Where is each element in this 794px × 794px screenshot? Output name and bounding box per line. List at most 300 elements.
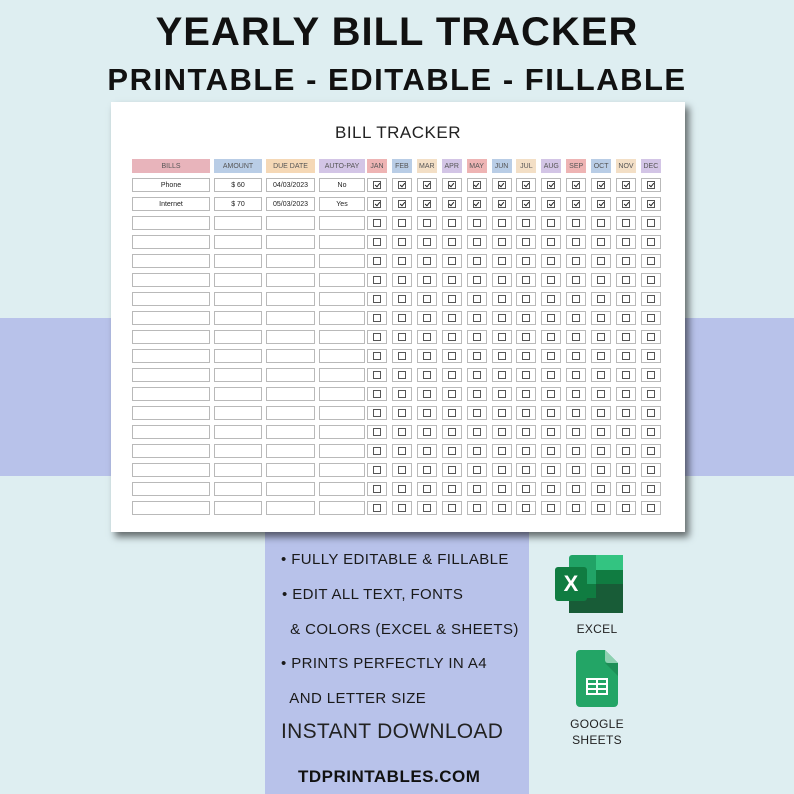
due-cell[interactable] <box>266 216 315 230</box>
paid-checkbox[interactable] <box>547 257 555 265</box>
paid-checkbox[interactable] <box>473 257 481 265</box>
paid-checkbox[interactable] <box>398 333 406 341</box>
paid-checkbox[interactable] <box>647 428 655 436</box>
paid-checkbox[interactable] <box>597 257 605 265</box>
paid-checkbox[interactable] <box>373 466 381 474</box>
paid-checkbox[interactable] <box>622 333 630 341</box>
paid-checkbox[interactable] <box>473 504 481 512</box>
due-cell[interactable] <box>266 349 315 363</box>
amount-cell[interactable] <box>214 349 262 363</box>
paid-checkbox[interactable] <box>473 276 481 284</box>
amount-cell[interactable] <box>214 463 262 477</box>
paid-checkbox[interactable] <box>622 200 630 208</box>
paid-checkbox[interactable] <box>597 371 605 379</box>
autopay-cell[interactable] <box>319 292 365 306</box>
paid-checkbox[interactable] <box>647 257 655 265</box>
paid-checkbox[interactable] <box>572 333 580 341</box>
paid-checkbox[interactable] <box>473 219 481 227</box>
paid-checkbox[interactable] <box>522 485 530 493</box>
paid-checkbox[interactable] <box>647 390 655 398</box>
paid-checkbox[interactable] <box>597 428 605 436</box>
amount-cell[interactable] <box>214 330 262 344</box>
paid-checkbox[interactable] <box>373 333 381 341</box>
autopay-cell[interactable] <box>319 406 365 420</box>
paid-checkbox[interactable] <box>423 295 431 303</box>
paid-checkbox[interactable] <box>547 428 555 436</box>
paid-checkbox[interactable] <box>547 314 555 322</box>
paid-checkbox[interactable] <box>597 352 605 360</box>
paid-checkbox[interactable] <box>622 314 630 322</box>
due-cell[interactable] <box>266 330 315 344</box>
paid-checkbox[interactable] <box>572 181 580 189</box>
paid-checkbox[interactable] <box>373 352 381 360</box>
paid-checkbox[interactable] <box>572 295 580 303</box>
paid-checkbox[interactable] <box>647 276 655 284</box>
bill-cell[interactable] <box>132 311 210 325</box>
autopay-cell[interactable] <box>319 368 365 382</box>
paid-checkbox[interactable] <box>622 504 630 512</box>
paid-checkbox[interactable] <box>522 295 530 303</box>
paid-checkbox[interactable] <box>448 504 456 512</box>
paid-checkbox[interactable] <box>498 504 506 512</box>
paid-checkbox[interactable] <box>572 428 580 436</box>
paid-checkbox[interactable] <box>597 314 605 322</box>
due-cell[interactable]: 05/03/2023 <box>266 197 315 211</box>
bill-cell[interactable] <box>132 216 210 230</box>
amount-cell[interactable]: $ 70 <box>214 197 262 211</box>
paid-checkbox[interactable] <box>473 371 481 379</box>
bill-cell[interactable]: Phone <box>132 178 210 192</box>
bill-cell[interactable] <box>132 406 210 420</box>
paid-checkbox[interactable] <box>622 238 630 246</box>
paid-checkbox[interactable] <box>647 200 655 208</box>
paid-checkbox[interactable] <box>647 219 655 227</box>
paid-checkbox[interactable] <box>522 219 530 227</box>
paid-checkbox[interactable] <box>448 466 456 474</box>
paid-checkbox[interactable] <box>398 276 406 284</box>
paid-checkbox[interactable] <box>622 466 630 474</box>
autopay-cell[interactable]: No <box>319 178 365 192</box>
amount-cell[interactable] <box>214 235 262 249</box>
autopay-cell[interactable] <box>319 425 365 439</box>
paid-checkbox[interactable] <box>647 504 655 512</box>
paid-checkbox[interactable] <box>373 219 381 227</box>
paid-checkbox[interactable] <box>522 181 530 189</box>
paid-checkbox[interactable] <box>473 428 481 436</box>
due-cell[interactable] <box>266 463 315 477</box>
paid-checkbox[interactable] <box>373 428 381 436</box>
paid-checkbox[interactable] <box>647 352 655 360</box>
due-cell[interactable] <box>266 254 315 268</box>
due-cell[interactable] <box>266 406 315 420</box>
paid-checkbox[interactable] <box>423 238 431 246</box>
paid-checkbox[interactable] <box>373 200 381 208</box>
paid-checkbox[interactable] <box>473 390 481 398</box>
due-cell[interactable] <box>266 235 315 249</box>
paid-checkbox[interactable] <box>572 390 580 398</box>
paid-checkbox[interactable] <box>522 447 530 455</box>
autopay-cell[interactable] <box>319 216 365 230</box>
paid-checkbox[interactable] <box>373 257 381 265</box>
paid-checkbox[interactable] <box>498 447 506 455</box>
paid-checkbox[interactable] <box>448 238 456 246</box>
paid-checkbox[interactable] <box>448 485 456 493</box>
paid-checkbox[interactable] <box>597 238 605 246</box>
due-cell[interactable] <box>266 387 315 401</box>
paid-checkbox[interactable] <box>473 314 481 322</box>
bill-cell[interactable] <box>132 254 210 268</box>
paid-checkbox[interactable] <box>498 390 506 398</box>
due-cell[interactable] <box>266 273 315 287</box>
paid-checkbox[interactable] <box>448 181 456 189</box>
month-cell <box>591 501 611 515</box>
autopay-cell[interactable] <box>319 482 365 496</box>
paid-checkbox[interactable] <box>398 181 406 189</box>
paid-checkbox[interactable] <box>572 447 580 455</box>
month-cell <box>367 444 387 458</box>
paid-checkbox[interactable] <box>547 219 555 227</box>
paid-checkbox[interactable] <box>373 390 381 398</box>
paid-checkbox[interactable] <box>622 352 630 360</box>
paid-checkbox[interactable] <box>398 466 406 474</box>
bill-cell[interactable] <box>132 273 210 287</box>
paid-checkbox[interactable] <box>572 200 580 208</box>
paid-checkbox[interactable] <box>473 295 481 303</box>
paid-checkbox[interactable] <box>622 371 630 379</box>
due-cell[interactable] <box>266 444 315 458</box>
paid-checkbox[interactable] <box>572 352 580 360</box>
due-cell[interactable] <box>266 368 315 382</box>
paid-checkbox[interactable] <box>547 390 555 398</box>
amount-cell[interactable]: $ 60 <box>214 178 262 192</box>
amount-cell[interactable] <box>214 273 262 287</box>
month-cell <box>541 463 561 477</box>
paid-checkbox[interactable] <box>423 371 431 379</box>
paid-checkbox[interactable] <box>572 257 580 265</box>
paid-checkbox[interactable] <box>572 466 580 474</box>
amount-cell[interactable] <box>214 387 262 401</box>
autopay-cell[interactable] <box>319 235 365 249</box>
paid-checkbox[interactable] <box>522 200 530 208</box>
amount-cell[interactable] <box>214 311 262 325</box>
paid-checkbox[interactable] <box>448 200 456 208</box>
paid-checkbox[interactable] <box>597 333 605 341</box>
month-cell <box>641 254 661 268</box>
bill-cell[interactable] <box>132 349 210 363</box>
paid-checkbox[interactable] <box>423 390 431 398</box>
due-cell[interactable] <box>266 311 315 325</box>
paid-checkbox[interactable] <box>647 371 655 379</box>
paid-checkbox[interactable] <box>423 181 431 189</box>
paid-checkbox[interactable] <box>473 447 481 455</box>
paid-checkbox[interactable] <box>398 447 406 455</box>
paid-checkbox[interactable] <box>547 504 555 512</box>
paid-checkbox[interactable] <box>622 409 630 417</box>
paid-checkbox[interactable] <box>498 238 506 246</box>
bill-cell[interactable] <box>132 387 210 401</box>
paid-checkbox[interactable] <box>522 409 530 417</box>
bill-cell[interactable] <box>132 444 210 458</box>
paid-checkbox[interactable] <box>498 257 506 265</box>
bill-cell[interactable] <box>132 425 210 439</box>
paid-checkbox[interactable] <box>448 352 456 360</box>
autopay-cell[interactable] <box>319 444 365 458</box>
paid-checkbox[interactable] <box>522 428 530 436</box>
paid-checkbox[interactable] <box>597 504 605 512</box>
paid-checkbox[interactable] <box>498 295 506 303</box>
paid-checkbox[interactable] <box>547 181 555 189</box>
paid-checkbox[interactable] <box>572 276 580 284</box>
paid-checkbox[interactable] <box>423 219 431 227</box>
bill-cell[interactable] <box>132 463 210 477</box>
paid-checkbox[interactable] <box>423 352 431 360</box>
paid-checkbox[interactable] <box>522 371 530 379</box>
paid-checkbox[interactable] <box>522 390 530 398</box>
paid-checkbox[interactable] <box>597 200 605 208</box>
paid-checkbox[interactable] <box>398 371 406 379</box>
paid-checkbox[interactable] <box>448 447 456 455</box>
paid-checkbox[interactable] <box>373 181 381 189</box>
paid-checkbox[interactable] <box>398 485 406 493</box>
month-cell <box>492 292 512 306</box>
paid-checkbox[interactable] <box>398 504 406 512</box>
paid-checkbox[interactable] <box>597 276 605 284</box>
paid-checkbox[interactable] <box>423 466 431 474</box>
paid-checkbox[interactable] <box>547 371 555 379</box>
month-cell <box>616 406 636 420</box>
paid-checkbox[interactable] <box>498 352 506 360</box>
paid-checkbox[interactable] <box>547 200 555 208</box>
paid-checkbox[interactable] <box>498 333 506 341</box>
paid-checkbox[interactable] <box>473 466 481 474</box>
autopay-cell[interactable] <box>319 311 365 325</box>
paid-checkbox[interactable] <box>448 371 456 379</box>
paid-checkbox[interactable] <box>547 466 555 474</box>
paid-checkbox[interactable] <box>423 333 431 341</box>
paid-checkbox[interactable] <box>448 295 456 303</box>
paid-checkbox[interactable] <box>647 181 655 189</box>
paid-checkbox[interactable] <box>373 504 381 512</box>
month-cell <box>541 254 561 268</box>
paid-checkbox[interactable] <box>622 447 630 455</box>
paid-checkbox[interactable] <box>572 485 580 493</box>
paid-checkbox[interactable] <box>423 447 431 455</box>
paid-checkbox[interactable] <box>597 295 605 303</box>
amount-cell[interactable] <box>214 482 262 496</box>
paid-checkbox[interactable] <box>398 409 406 417</box>
autopay-cell[interactable] <box>319 349 365 363</box>
due-cell[interactable] <box>266 482 315 496</box>
paid-checkbox[interactable] <box>398 295 406 303</box>
bill-cell[interactable] <box>132 292 210 306</box>
paid-checkbox[interactable] <box>398 219 406 227</box>
paid-checkbox[interactable] <box>597 466 605 474</box>
bill-cell[interactable] <box>132 235 210 249</box>
paid-checkbox[interactable] <box>498 219 506 227</box>
paid-checkbox[interactable] <box>547 447 555 455</box>
autopay-cell[interactable] <box>319 501 365 515</box>
paid-checkbox[interactable] <box>647 485 655 493</box>
paid-checkbox[interactable] <box>622 390 630 398</box>
paid-checkbox[interactable] <box>547 238 555 246</box>
paid-checkbox[interactable] <box>373 485 381 493</box>
paid-checkbox[interactable] <box>597 409 605 417</box>
paid-checkbox[interactable] <box>448 257 456 265</box>
paid-checkbox[interactable] <box>423 314 431 322</box>
month-cell <box>516 482 536 496</box>
paid-checkbox[interactable] <box>522 314 530 322</box>
paid-checkbox[interactable] <box>373 295 381 303</box>
paid-checkbox[interactable] <box>498 181 506 189</box>
amount-cell[interactable] <box>214 406 262 420</box>
paid-checkbox[interactable] <box>398 352 406 360</box>
paid-checkbox[interactable] <box>647 295 655 303</box>
paid-checkbox[interactable] <box>498 428 506 436</box>
paid-checkbox[interactable] <box>423 409 431 417</box>
paid-checkbox[interactable] <box>498 200 506 208</box>
paid-checkbox[interactable] <box>448 314 456 322</box>
paid-checkbox[interactable] <box>597 390 605 398</box>
amount-cell[interactable] <box>214 216 262 230</box>
paid-checkbox[interactable] <box>647 238 655 246</box>
paid-checkbox[interactable] <box>423 200 431 208</box>
paid-checkbox[interactable] <box>547 352 555 360</box>
paid-checkbox[interactable] <box>647 409 655 417</box>
amount-cell[interactable] <box>214 292 262 306</box>
paid-checkbox[interactable] <box>597 447 605 455</box>
paid-checkbox[interactable] <box>373 238 381 246</box>
month-cell <box>516 330 536 344</box>
paid-checkbox[interactable] <box>522 238 530 246</box>
autopay-cell[interactable] <box>319 254 365 268</box>
paid-checkbox[interactable] <box>398 257 406 265</box>
paid-checkbox[interactable] <box>373 371 381 379</box>
paid-checkbox[interactable] <box>522 333 530 341</box>
paid-checkbox[interactable] <box>373 447 381 455</box>
paid-checkbox[interactable] <box>448 333 456 341</box>
paid-checkbox[interactable] <box>373 276 381 284</box>
paid-checkbox[interactable] <box>647 447 655 455</box>
paid-checkbox[interactable] <box>398 390 406 398</box>
bill-cell[interactable] <box>132 482 210 496</box>
paid-checkbox[interactable] <box>473 238 481 246</box>
paid-checkbox[interactable] <box>597 219 605 227</box>
paid-checkbox[interactable] <box>572 409 580 417</box>
paid-checkbox[interactable] <box>498 276 506 284</box>
paid-checkbox[interactable] <box>423 428 431 436</box>
paid-checkbox[interactable] <box>522 352 530 360</box>
autopay-cell[interactable] <box>319 273 365 287</box>
paid-checkbox[interactable] <box>572 238 580 246</box>
paid-checkbox[interactable] <box>473 333 481 341</box>
paid-checkbox[interactable] <box>647 466 655 474</box>
bill-cell[interactable] <box>132 330 210 344</box>
autopay-cell[interactable] <box>319 330 365 344</box>
paid-checkbox[interactable] <box>473 181 481 189</box>
paid-checkbox[interactable] <box>547 333 555 341</box>
due-cell[interactable] <box>266 292 315 306</box>
due-cell[interactable]: 04/03/2023 <box>266 178 315 192</box>
paid-checkbox[interactable] <box>498 314 506 322</box>
paid-checkbox[interactable] <box>498 466 506 474</box>
autopay-cell[interactable]: Yes <box>319 197 365 211</box>
paid-checkbox[interactable] <box>423 257 431 265</box>
paid-checkbox[interactable] <box>522 466 530 474</box>
paid-checkbox[interactable] <box>398 314 406 322</box>
autopay-cell[interactable] <box>319 463 365 477</box>
paid-checkbox[interactable] <box>622 485 630 493</box>
paid-checkbox[interactable] <box>448 276 456 284</box>
month-cell <box>641 368 661 382</box>
paid-checkbox[interactable] <box>547 276 555 284</box>
bill-cell[interactable] <box>132 368 210 382</box>
paid-checkbox[interactable] <box>448 428 456 436</box>
paid-checkbox[interactable] <box>473 485 481 493</box>
paid-checkbox[interactable] <box>547 409 555 417</box>
paid-checkbox[interactable] <box>398 428 406 436</box>
paid-checkbox[interactable] <box>473 352 481 360</box>
due-cell[interactable] <box>266 425 315 439</box>
paid-checkbox[interactable] <box>572 504 580 512</box>
paid-checkbox[interactable] <box>572 219 580 227</box>
paid-checkbox[interactable] <box>448 409 456 417</box>
bill-cell[interactable] <box>132 501 210 515</box>
sheets-label-line2: SHEETS <box>572 733 622 747</box>
paid-checkbox[interactable] <box>572 371 580 379</box>
paid-checkbox[interactable] <box>373 409 381 417</box>
bill-cell[interactable]: Internet <box>132 197 210 211</box>
paid-checkbox[interactable] <box>498 485 506 493</box>
paid-checkbox[interactable] <box>622 276 630 284</box>
paid-checkbox[interactable] <box>522 504 530 512</box>
paid-checkbox[interactable] <box>647 333 655 341</box>
paid-checkbox[interactable] <box>398 238 406 246</box>
paid-checkbox[interactable] <box>373 314 381 322</box>
paid-checkbox[interactable] <box>522 276 530 284</box>
paid-checkbox[interactable] <box>547 295 555 303</box>
amount-cell[interactable] <box>214 444 262 458</box>
month-cell <box>566 235 586 249</box>
paid-checkbox[interactable] <box>597 181 605 189</box>
paid-checkbox[interactable] <box>423 504 431 512</box>
paid-checkbox[interactable] <box>647 314 655 322</box>
amount-cell[interactable] <box>214 254 262 268</box>
paid-checkbox[interactable] <box>622 295 630 303</box>
paid-checkbox[interactable] <box>622 219 630 227</box>
amount-cell[interactable] <box>214 501 262 515</box>
paid-checkbox[interactable] <box>448 390 456 398</box>
paid-checkbox[interactable] <box>473 409 481 417</box>
paid-checkbox[interactable] <box>423 276 431 284</box>
paid-checkbox[interactable] <box>622 257 630 265</box>
paid-checkbox[interactable] <box>547 485 555 493</box>
amount-cell[interactable] <box>214 368 262 382</box>
paid-checkbox[interactable] <box>448 219 456 227</box>
amount-cell[interactable] <box>214 425 262 439</box>
autopay-cell[interactable] <box>319 387 365 401</box>
due-cell[interactable] <box>266 501 315 515</box>
paid-checkbox[interactable] <box>522 257 530 265</box>
paid-checkbox[interactable] <box>398 200 406 208</box>
paid-checkbox[interactable] <box>622 181 630 189</box>
paid-checkbox[interactable] <box>498 371 506 379</box>
paid-checkbox[interactable] <box>597 485 605 493</box>
paid-checkbox[interactable] <box>423 485 431 493</box>
paid-checkbox[interactable] <box>473 200 481 208</box>
paid-checkbox[interactable] <box>622 428 630 436</box>
paid-checkbox[interactable] <box>572 314 580 322</box>
paid-checkbox[interactable] <box>498 409 506 417</box>
